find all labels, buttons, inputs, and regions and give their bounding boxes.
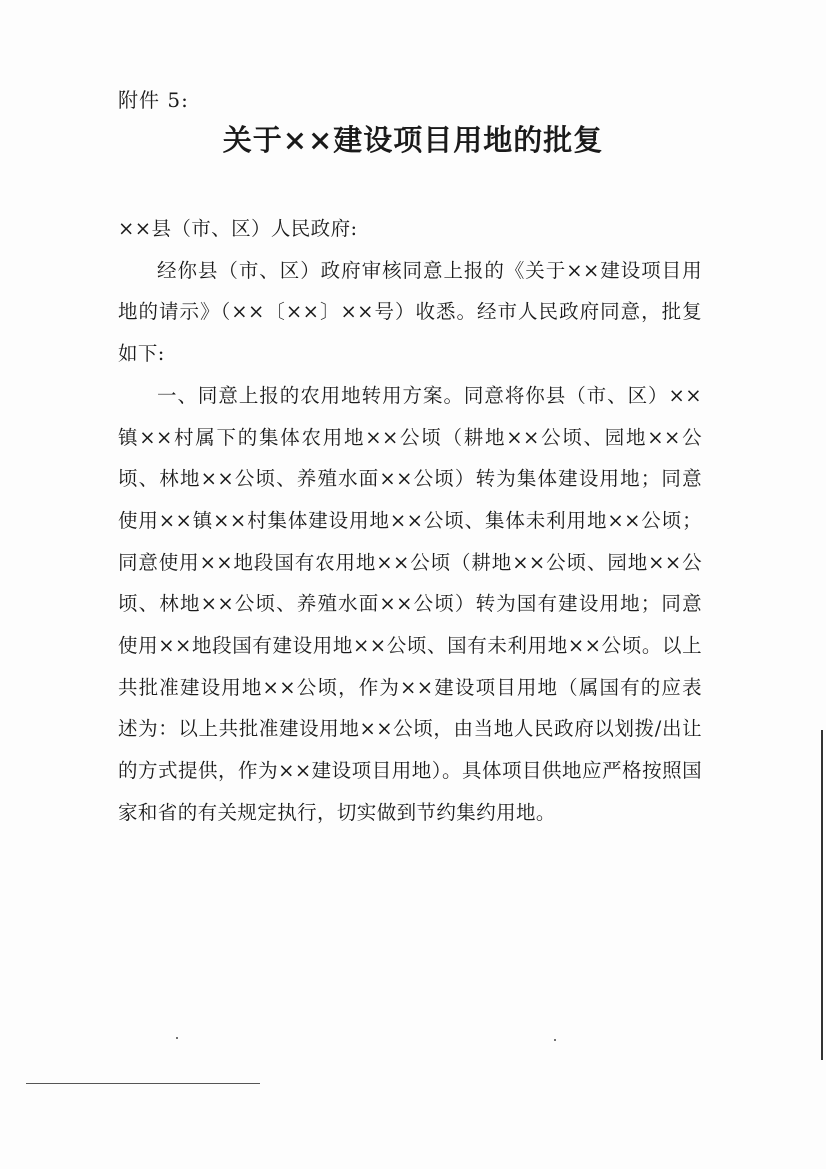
- paragraph-intro: 经你县（市、区）政府审核同意上报的《关于××建设项目用地的请示》（××〔××〕××号）收悉。经市人民政府同意，批复如下:: [118, 258, 702, 366]
- document-title: 关于××建设项目用地的批复: [222, 123, 604, 157]
- scan-dot: [554, 1039, 556, 1041]
- scan-artifact-line: [26, 1083, 260, 1084]
- scan-artifact-edge: [821, 730, 823, 1060]
- paragraph-item-1: 一、同意上报的农用地转用方案。同意将你县（市、区）××镇××村属下的集体农用地××公顷（耕地××公顷、园地××公顷、林地××公顷、养殖水面××公顷）转为集体建设用地；同意使用××镇××村集体建设用地××公顷、集体未利用地××公顷；同意使用××地段国有农用地××公顷（耕地××公顷、园地××公顷、林地××公顷、养殖水面××公顷）转为国有建设用地；同意使用××地段国有建设用地××公顷、国有未利用地××公顷。以上共批准建设用地××公顷，作为××建设项目用地（属国有的应表述为：以上共批准建设用地××公顷，由当地人民政府以划拨/出让的方式提供，作为××建设项目用地）。具体项目供地应严格按照国家和省的有关规定执行，切实做到节约集约用地。: [118, 383, 702, 824]
- addressee: ××县（市、区）人民政府:: [118, 217, 358, 240]
- scan-dot: [176, 1037, 178, 1039]
- document-body: [118, 208, 702, 834]
- attachment-label: 附件 5:: [118, 88, 189, 112]
